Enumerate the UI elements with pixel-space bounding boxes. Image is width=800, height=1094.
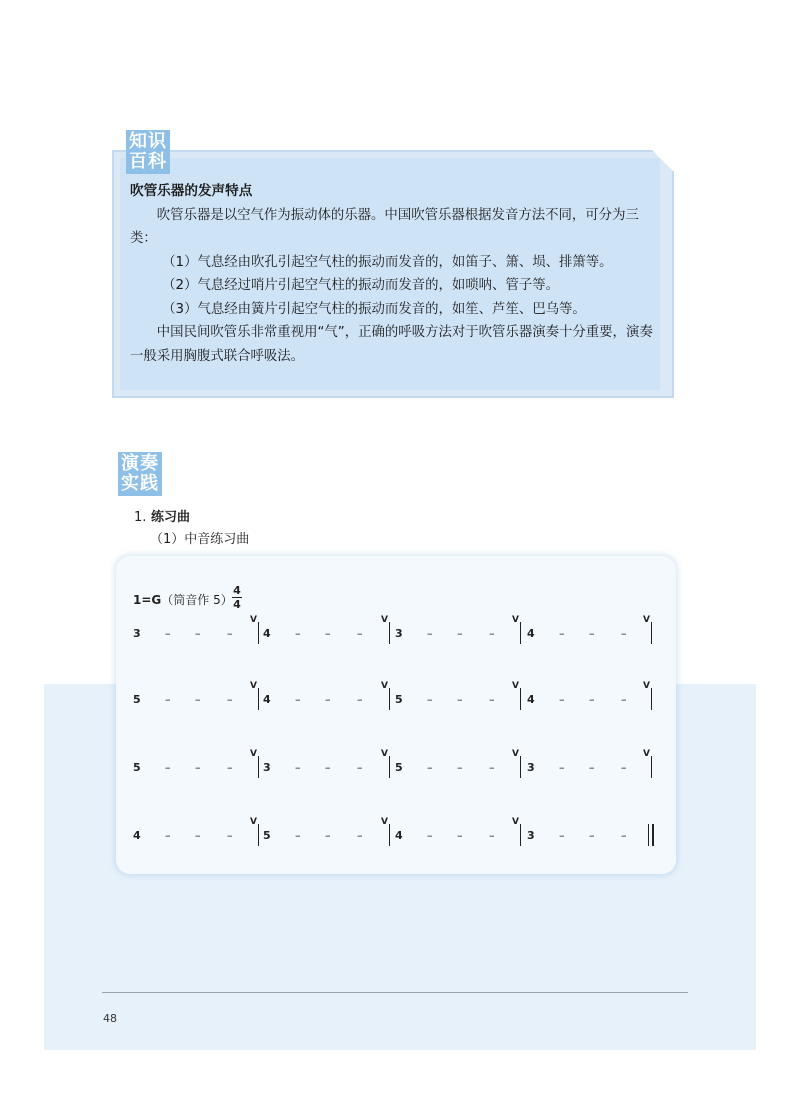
knowledge-paragraph-1: 吹管乐器是以空气作为振动体的乐器。中国吹管乐器根据发音方法不同，可分为三类： bbox=[130, 207, 639, 246]
score-dash: – bbox=[227, 829, 233, 842]
score-dash: – bbox=[295, 829, 301, 842]
score-note: 4 bbox=[263, 627, 271, 640]
time-top: 4 bbox=[233, 584, 241, 597]
sub-title: （1）中音练习曲 bbox=[150, 532, 250, 547]
breath-mark: V bbox=[250, 615, 257, 625]
bar-line bbox=[520, 824, 521, 846]
score-dash: – bbox=[489, 693, 495, 706]
breath-mark: V bbox=[643, 681, 650, 691]
score-dash: – bbox=[559, 693, 565, 706]
score-dash: – bbox=[559, 627, 565, 640]
score-dash: – bbox=[427, 829, 433, 842]
score-row bbox=[0, 681, 800, 714]
score-dash: – bbox=[295, 693, 301, 706]
bar-line bbox=[520, 688, 521, 710]
bar-line bbox=[258, 756, 259, 778]
breath-mark: V bbox=[250, 749, 257, 759]
score-dash: – bbox=[195, 627, 201, 640]
score-note: 3 bbox=[527, 829, 535, 842]
score-note: 4 bbox=[263, 693, 271, 706]
key-paren: （筒音作 5） bbox=[161, 593, 233, 607]
bar-line bbox=[651, 622, 652, 644]
bar-line bbox=[389, 824, 390, 846]
score-dash: – bbox=[457, 627, 463, 640]
score-dash: – bbox=[589, 761, 595, 774]
score-note: 3 bbox=[263, 761, 271, 774]
score-note: 3 bbox=[395, 627, 403, 640]
section-title bbox=[134, 506, 190, 525]
breath-mark: V bbox=[512, 749, 519, 759]
score-note: 5 bbox=[133, 761, 141, 774]
score-dash: – bbox=[195, 693, 201, 706]
key-signature bbox=[133, 591, 233, 608]
bar-line bbox=[651, 688, 652, 710]
score-dash: – bbox=[457, 693, 463, 706]
bar-line bbox=[389, 688, 390, 710]
score-note: 5 bbox=[133, 693, 141, 706]
breath-mark: V bbox=[250, 817, 257, 827]
score-dash: – bbox=[227, 627, 233, 640]
score-dash: – bbox=[165, 761, 171, 774]
score-note: 3 bbox=[133, 627, 141, 640]
score-dash: – bbox=[589, 829, 595, 842]
score-dash: – bbox=[621, 829, 627, 842]
score-dash: – bbox=[427, 693, 433, 706]
score-dash: – bbox=[457, 761, 463, 774]
knowledge-box bbox=[112, 130, 674, 400]
score-note: 5 bbox=[395, 693, 403, 706]
knowledge-item-3: （3）气息经由簧片引起空气柱的振动而发音的，如笙、芦笙、巴乌等。 bbox=[162, 301, 586, 317]
bar-line bbox=[520, 756, 521, 778]
time-signature bbox=[230, 585, 244, 610]
score-dash: – bbox=[489, 761, 495, 774]
score-note: 4 bbox=[395, 829, 403, 842]
score-dash: – bbox=[195, 829, 201, 842]
breath-mark: V bbox=[381, 681, 388, 691]
knowledge-badge: 知识百科 bbox=[126, 130, 170, 174]
breath-mark: V bbox=[381, 749, 388, 759]
breath-mark: V bbox=[512, 817, 519, 827]
breath-mark: V bbox=[643, 749, 650, 759]
score-dash: – bbox=[325, 829, 331, 842]
score-row bbox=[0, 615, 800, 648]
score-dash: – bbox=[195, 761, 201, 774]
score-note: 4 bbox=[527, 627, 535, 640]
score-note: 5 bbox=[263, 829, 271, 842]
bar-line bbox=[651, 756, 652, 778]
bar-line bbox=[258, 622, 259, 644]
score-dash: – bbox=[621, 761, 627, 774]
score-dash: – bbox=[457, 829, 463, 842]
key-one: 1 bbox=[133, 593, 142, 607]
bar-line bbox=[389, 756, 390, 778]
score-dash: – bbox=[427, 627, 433, 640]
bar-line bbox=[258, 688, 259, 710]
key-eq: =G bbox=[141, 593, 162, 607]
score-dash: – bbox=[621, 693, 627, 706]
knowledge-text bbox=[130, 180, 660, 368]
practice-badge: 演奏实践 bbox=[118, 452, 162, 496]
score-dash: – bbox=[325, 761, 331, 774]
score-dash: – bbox=[165, 627, 171, 640]
breath-mark: V bbox=[512, 615, 519, 625]
bar-line bbox=[520, 622, 521, 644]
breath-mark: V bbox=[381, 817, 388, 827]
score-row bbox=[0, 749, 800, 782]
page-number: 48 bbox=[103, 1012, 117, 1025]
score-note: 5 bbox=[395, 761, 403, 774]
score-dash: – bbox=[325, 627, 331, 640]
footer-rule bbox=[102, 992, 688, 993]
knowledge-title: 吹管乐器的发声特点 bbox=[130, 183, 253, 199]
score-dash: – bbox=[295, 761, 301, 774]
score-dash: – bbox=[165, 693, 171, 706]
score-note: 4 bbox=[133, 829, 141, 842]
score-dash: – bbox=[165, 829, 171, 842]
breath-mark: V bbox=[381, 615, 388, 625]
score-dash: – bbox=[427, 761, 433, 774]
section-title-text: 练习曲 bbox=[150, 510, 190, 525]
breath-mark: V bbox=[643, 615, 650, 625]
score-dash: – bbox=[295, 627, 301, 640]
section-number: 1. bbox=[134, 510, 147, 525]
score-dash: – bbox=[559, 761, 565, 774]
score-dash: – bbox=[227, 761, 233, 774]
score-row bbox=[0, 817, 800, 850]
knowledge-item-1: （1）气息经由吹孔引起空气柱的振动而发音的，如笛子、箫、埙、排箫等。 bbox=[162, 254, 613, 270]
score-dash: – bbox=[227, 693, 233, 706]
score-dash: – bbox=[489, 627, 495, 640]
score-dash: – bbox=[357, 693, 363, 706]
score-dash: – bbox=[559, 829, 565, 842]
knowledge-paragraph-2: 中国民间吹管乐非常重视用“气”，正确的呼吸方法对于吹管乐器演奏十分重要，演奏一般采用胸腹式联合呼吸法。 bbox=[130, 325, 653, 364]
knowledge-item-2: （2）气息经过哨片引起空气柱的振动而发音的，如唢呐、管子等。 bbox=[162, 278, 560, 293]
time-bottom: 4 bbox=[233, 598, 241, 611]
score-dash: – bbox=[589, 627, 595, 640]
score-dash: – bbox=[325, 693, 331, 706]
breath-mark: V bbox=[512, 681, 519, 691]
score-dash: – bbox=[489, 829, 495, 842]
breath-mark: V bbox=[250, 681, 257, 691]
bar-line bbox=[389, 622, 390, 644]
final-bar-line bbox=[648, 824, 654, 846]
score-dash: – bbox=[357, 761, 363, 774]
bar-line bbox=[258, 824, 259, 846]
score-dash: – bbox=[589, 693, 595, 706]
score-dash: – bbox=[357, 627, 363, 640]
score-note: 4 bbox=[527, 693, 535, 706]
score-note: 3 bbox=[527, 761, 535, 774]
score-dash: – bbox=[621, 627, 627, 640]
score-dash: – bbox=[357, 829, 363, 842]
